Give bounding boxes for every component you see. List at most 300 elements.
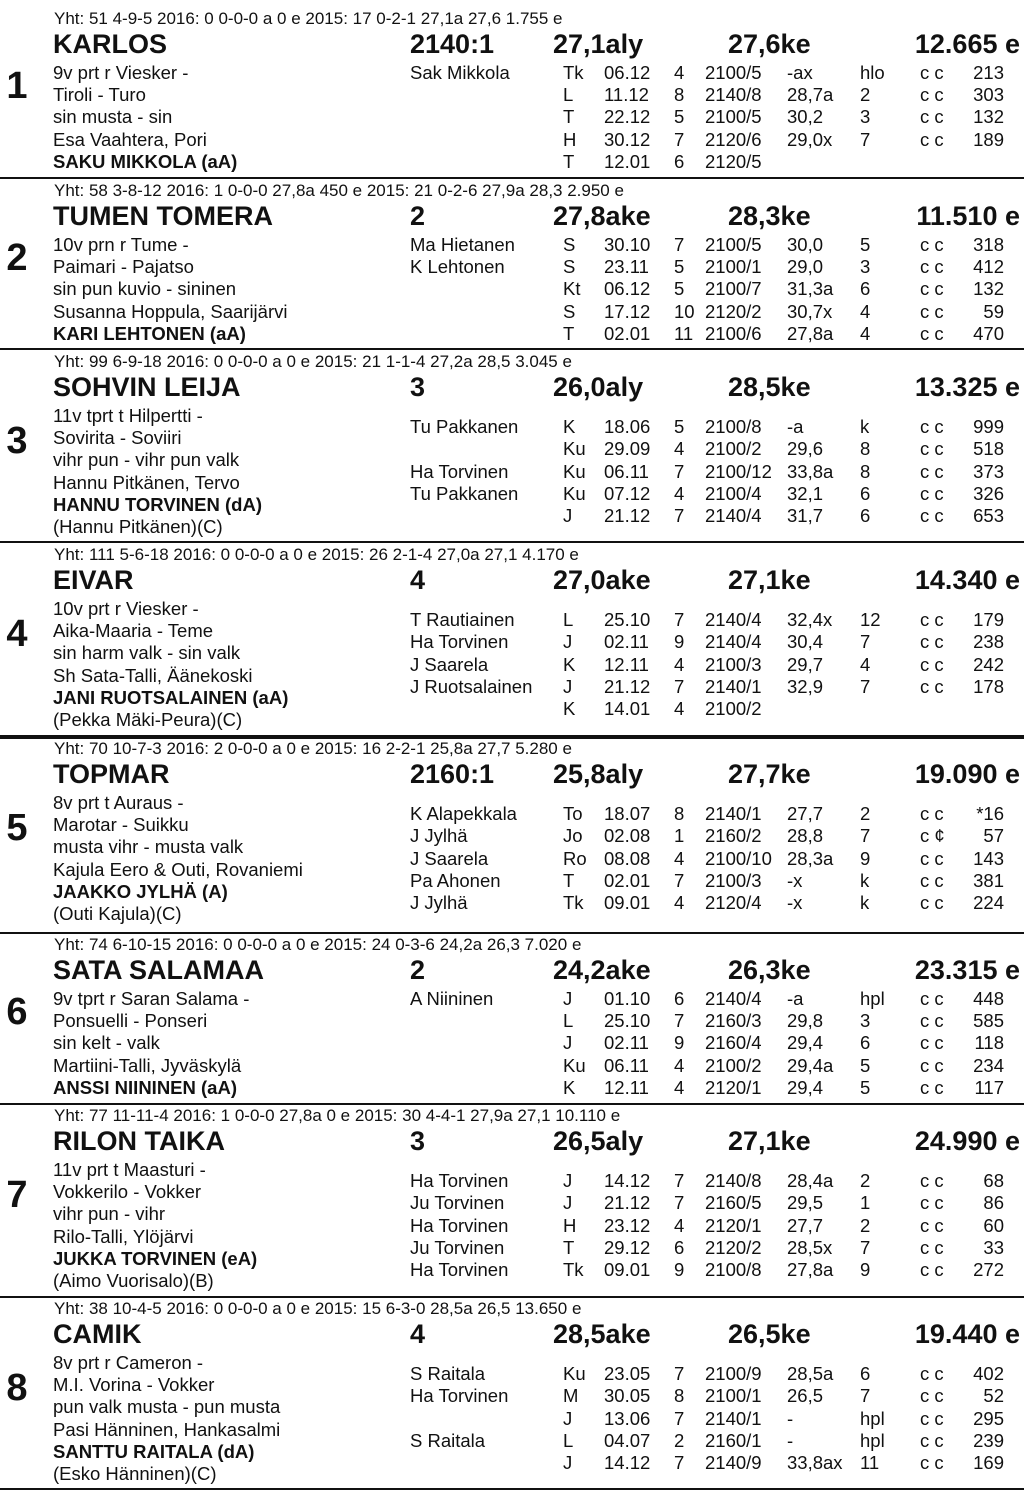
horse-info-line: 8v prt r Cameron - [53,1352,204,1373]
horse-name: CAMIK [53,1319,142,1349]
start-shoes: c c [920,1258,944,1280]
start-distance: 2100/2 [705,697,762,719]
start-time: 33,8a [787,460,834,482]
start-placing: k [860,869,870,891]
start-odds: 117 [974,1076,1004,1098]
start-odds: 242 [973,653,1004,675]
start-track: J [563,675,573,697]
start-driver: Ha Torvinen [410,1214,509,1236]
career-prize-money: 11.510 e [916,201,1020,231]
start-race-number: 9 [674,1032,685,1054]
start-race-number: 5 [674,278,685,300]
start-distance: 2100/6 [705,322,762,344]
start-race-number: 4 [674,653,685,675]
start-row [0,892,1024,914]
start-row [0,870,1024,892]
start-time: 27,7 [787,803,824,825]
start-time: 32,9 [787,675,824,697]
start-distance: 2100/5 [705,62,762,83]
start-shoes: c c [920,62,944,83]
start-track: J [563,988,573,1009]
career-prize-money: 13.325 e [914,372,1020,402]
start-shoes: c c [920,675,944,697]
start-placing: 5 [860,1054,871,1076]
start-distance: 2140/1 [705,675,762,697]
start-driver: J Saarela [410,847,489,869]
start-shoes: c c [920,891,944,913]
start-shoes: c c [920,460,944,482]
start-placing: 5 [860,1076,871,1098]
horse-entry-1 [0,8,1024,180]
start-track: K [563,1076,576,1098]
start-placing: 7 [860,825,871,847]
start-row [0,1192,1024,1214]
start-driver: J Ruotsalainen [410,675,533,697]
start-placing: 7 [860,675,871,697]
start-row [0,1237,1024,1259]
start-driver: T Rautiainen [410,609,515,631]
start-date: 06.12 [604,62,651,83]
horse-summary: Yht: 99 6-9-18 2016: 0 0-0-0 a 0 e 2015: 21 1-1-4 27,2a 28,5 3.045 e [54,352,572,371]
start-odds: *16 [976,803,1004,825]
start-odds: 213 [973,62,1004,83]
horse-info-line: sin pun kuvio - sininen [53,278,237,300]
start-odds: 60 [983,1214,1004,1236]
start-placing: 7 [860,128,871,150]
start-row [0,1215,1024,1237]
start-shoes: c c [920,300,944,322]
start-distance: 2100/8 [705,1258,762,1280]
horse-info-line: Pasi Hänninen, Hankasalmi [53,1418,281,1440]
start-shoes: c c [920,1214,944,1236]
horse-info-line: 9v prt r Viesker - [53,62,189,83]
horse-name: SOHVIN LEIJA [53,372,241,402]
start-row [0,301,1024,323]
start-odds: 132 [973,106,1004,128]
start-odds: 448 [973,988,1004,1009]
start-placing: 8 [860,438,871,460]
horse-info-line: Kajula Eero & Outi, Rovaniemi [53,858,303,880]
start-distance: 2140/4 [705,504,762,526]
start-track: K [563,653,576,675]
start-placing: 7 [860,1236,871,1258]
horse-info-line: SANTTU RAITALA (dA) [53,1440,255,1462]
start-date: 09.01 [604,1258,651,1280]
horse-info-line: Marotar - Suikku [53,814,189,836]
start-track: Tk [563,1258,584,1280]
horse-info-line: M.I. Vorina - Vokker [53,1374,215,1396]
best-time-autostart: 24,2ake [553,955,651,985]
horse-name: SATA SALAMAA [53,955,264,985]
start-date: 29.09 [604,438,651,460]
start-distance: 2100/7 [705,278,762,300]
start-placing: k [860,416,870,438]
start-odds: 402 [973,1363,1004,1385]
start-placing: 4 [860,653,871,675]
start-driver: K Lehtonen [410,256,505,278]
horse-info-line: HANNU TORVINEN (dA) [53,493,262,515]
start-race-number: 10 [674,300,695,322]
best-time-volt: 27,7ke [728,759,811,789]
start-placing: 6 [860,278,871,300]
start-number: 1 [6,65,28,107]
start-placing: 4 [860,322,871,344]
start-odds: 169 [973,1451,1004,1473]
horse-info-line: Martiini-Talli, Jyväskylä [53,1054,242,1076]
start-row [0,609,1024,631]
start-odds: 189 [973,128,1004,150]
start-odds: 373 [973,460,1004,482]
start-date: 02.01 [604,322,651,344]
start-row [0,84,1024,106]
start-driver: Ju Torvinen [410,1236,505,1258]
start-odds: 326 [973,482,1004,504]
start-row [0,654,1024,676]
start-race-number: 4 [674,847,685,869]
start-shoes: c c [920,1170,944,1192]
start-time: 29,4a [787,1054,834,1076]
start-odds: 295 [973,1407,1004,1429]
start-row [0,505,1024,527]
start-track: L [563,609,574,631]
start-date: 13.06 [604,1407,651,1429]
start-track: T [563,1236,575,1258]
career-prize-money: 23.315 e [914,955,1020,985]
start-race-number: 7 [674,675,685,697]
start-odds: 52 [983,1385,1004,1407]
start-time: 27,7 [787,1214,824,1236]
horse-info-line: ANSSI NIININEN (aA) [53,1076,237,1098]
start-row [0,129,1024,151]
start-odds: 59 [983,300,1004,322]
start-race-number: 6 [674,150,685,172]
horse-info-line: JAAKKO JYLHÄ (A) [53,880,228,902]
horse-info-line: Paimari - Pajatso [53,256,194,278]
start-shoes: c c [920,1054,944,1076]
horse-info-line: Vokkerilo - Vokker [53,1181,202,1203]
start-date: 11.12 [604,84,649,106]
start-placing: 2 [860,1170,871,1192]
start-shoes: c c [920,84,944,106]
start-date: 23.12 [604,1214,651,1236]
start-shoes: c c [920,1032,944,1054]
start-driver: Ha Torvinen [410,1385,509,1407]
start-race-number: 9 [674,1258,685,1280]
start-date: 02.11 [604,631,649,653]
start-race-number: 7 [674,1192,685,1214]
start-time: - [787,1407,794,1429]
horse-info-line: pun valk musta - pun musta [53,1396,281,1418]
start-time: - [787,1429,794,1451]
start-time: 30,7x [787,300,833,322]
start-odds: 132 [973,278,1004,300]
horse-summary: Yht: 38 10-4-5 2016: 0 0-0-0 a 0 e 2015: 15 6-3-0 28,5a 26,5 13.650 e [54,1299,582,1318]
start-date: 18.06 [604,416,651,438]
start-placing: hpl [860,1429,885,1451]
start-time: 28,8 [787,825,824,847]
start-race-number: 1 [674,825,685,847]
start-placing: 4 [860,300,871,322]
start-track: To [563,803,583,825]
start-time: -x [787,891,803,913]
start-driver: Ha Torvinen [410,460,509,482]
start-date: 30.05 [604,1385,651,1407]
start-odds: 178 [973,675,1004,697]
start-time: 30,2 [787,106,824,128]
start-track: Ku [563,438,586,460]
start-row [0,1408,1024,1430]
start-distance: 2140/1 [705,1407,762,1429]
start-shoes: c c [920,1192,944,1214]
post-position: 2 [410,201,426,231]
start-row [0,106,1024,128]
start-distance: 2160/3 [705,1010,762,1032]
start-shoes: c c [920,631,944,653]
best-time-volt: 27,6ke [728,29,811,59]
start-shoes: c c [920,847,944,869]
start-race-number: 8 [674,84,685,106]
start-time: 30,4 [787,631,824,653]
start-date: 25.10 [604,609,651,631]
start-driver: J Jylhä [410,891,468,913]
horse-info-line: (Hannu Pitkänen)(C) [53,516,223,537]
horse-summary: Yht: 77 11-11-4 2016: 1 0-0-0 27,8a 0 e 2015: 30 4-4-1 27,9a 27,1 10.110 e [54,1106,621,1125]
start-shoes: c c [920,1451,944,1473]
horse-info-line: 11v prt t Maasturi - [53,1159,206,1180]
start-time: 29,0x [787,128,833,150]
start-odds: 999 [973,416,1004,438]
horse-info-line: Rilo-Talli, Ylöjärvi [53,1225,194,1247]
post-position: 3 [410,1126,426,1156]
start-date: 12.01 [604,150,651,172]
start-time: 28,3a [787,847,834,869]
horse-summary: Yht: 70 10-7-3 2016: 2 0-0-0 a 0 e 2015: 16 2-2-1 25,8a 27,7 5.280 e [54,739,572,758]
start-date: 21.12 [604,504,651,526]
start-odds: 381 [973,869,1004,891]
start-odds: 303 [973,84,1004,106]
start-driver: J Jylhä [410,825,468,847]
start-placing: 7 [860,1385,871,1407]
start-track: S [563,234,576,255]
start-track: H [563,128,577,150]
start-row [0,62,1024,84]
best-time-volt: 26,5ke [728,1319,811,1349]
career-prize-money: 14.340 e [914,565,1020,595]
start-time: 26,5 [787,1385,824,1407]
start-placing: 3 [860,256,871,278]
start-race-number: 7 [674,1451,685,1473]
start-distance: 2100/8 [705,416,762,438]
horse-info-line: KARI LEHTONEN (aA) [53,322,246,344]
horse-summary: Yht: 51 4-9-5 2016: 0 0-0-0 a 0 e 2015: 17 0-2-1 27,1a 27,6 1.755 e [54,9,563,28]
start-race-number: 8 [674,1385,685,1407]
start-time: 33,8ax [787,1451,843,1473]
horse-entry-3 [0,351,1024,544]
start-time: 29,0 [787,256,824,278]
start-row [0,803,1024,825]
entry-divider [0,177,1024,179]
start-time: -ax [787,62,813,83]
horse-info-line: musta vihr - musta valk [53,836,244,858]
start-distance: 2120/1 [705,1214,762,1236]
start-date: 01.10 [604,988,651,1009]
start-row [0,1010,1024,1032]
horse-name: RILON TAIKA [53,1126,225,1156]
best-time-autostart: 26,5aly [553,1126,644,1156]
start-time: 28,7a [787,84,834,106]
start-odds: 234 [973,1054,1004,1076]
start-shoes: c c [920,482,944,504]
start-odds: 57 [983,825,1004,847]
start-time: 29,4 [787,1076,824,1098]
start-shoes: c c [920,256,944,278]
start-shoes: c c [920,1429,944,1451]
start-date: 04.07 [604,1429,651,1451]
start-date: 17.12 [604,300,651,322]
horse-name: EIVAR [53,565,134,595]
start-distance: 2160/1 [705,1429,762,1451]
horse-info-line: Sovirita - Soviiri [53,427,182,449]
horse-entry-4 [0,544,1024,738]
start-date: 25.10 [604,1010,651,1032]
start-driver: S Raitala [410,1363,486,1385]
horse-info-line: 11v tprt t Hilpertti - [53,405,203,426]
start-track: Ku [563,1054,586,1076]
start-odds: 318 [973,234,1004,255]
start-time: 32,1 [787,482,824,504]
start-driver: Ma Hietanen [410,234,515,255]
start-driver: Ha Torvinen [410,631,509,653]
start-driver: K Alapekkala [410,803,517,825]
start-shoes: c c [920,106,944,128]
start-shoes: c c [920,653,944,675]
start-race-number: 4 [674,697,685,719]
start-race-number: 4 [674,891,685,913]
start-row [0,988,1024,1010]
start-date: 07.12 [604,482,651,504]
start-shoes: c c [920,1385,944,1407]
start-time: 29,6 [787,438,824,460]
horse-info-line: JUKKA TORVINEN (eA) [53,1247,258,1269]
start-track: J [563,1192,573,1214]
start-distance: 2120/5 [705,150,762,172]
start-track: J [563,1407,573,1429]
horse-info-line: vihr pun - vihr pun valk [53,449,240,471]
start-track: S [563,300,576,322]
start-race-number: 7 [674,609,685,631]
horse-entry-7 [0,1105,1024,1298]
horse-info-line: JANI RUOTSALAINEN (aA) [53,686,289,708]
start-track: Tk [563,891,584,913]
start-track: H [563,1214,577,1236]
career-prize-money: 12.665 e [914,29,1020,59]
start-placing: 8 [860,460,871,482]
start-time: 27,8a [787,1258,834,1280]
start-shoes: c c [920,234,944,255]
post-position: 3 [410,372,426,402]
horse-info-line: Susanna Hoppula, Saarijärvi [53,300,288,322]
start-race-number: 6 [674,988,685,1009]
start-date: 29.12 [604,1236,651,1258]
start-track: Ku [563,460,586,482]
start-distance: 2160/5 [705,1192,762,1214]
start-race-number: 5 [674,416,685,438]
start-distance: 2100/4 [705,482,762,504]
horse-info-line: sin kelt - valk [53,1032,160,1054]
start-number: 6 [6,991,28,1033]
start-number: 8 [6,1367,28,1409]
career-prize-money: 24.990 e [914,1126,1020,1156]
start-track: T [563,869,575,891]
best-time-volt: 26,3ke [728,955,811,985]
start-race-number: 7 [674,504,685,526]
start-distance: 2100/1 [705,256,762,278]
start-date: 23.11 [604,256,649,278]
start-distance: 2140/1 [705,803,762,825]
start-distance: 2120/4 [705,891,762,913]
start-track: Ro [563,847,587,869]
start-distance: 2140/9 [705,1451,762,1473]
horse-info-line: Tiroli - Turo [53,84,146,106]
start-placing: 7 [860,631,871,653]
start-odds: 412 [973,256,1004,278]
start-distance: 2100/1 [705,1385,762,1407]
post-position: 4 [410,565,426,595]
start-distance: 2100/9 [705,1363,762,1385]
start-race-number: 4 [674,438,685,460]
start-number: 5 [6,807,28,849]
start-distance: 2140/4 [705,609,762,631]
start-date: 21.12 [604,675,651,697]
start-shoes: c c [920,988,944,1009]
start-odds: 179 [973,609,1004,631]
start-row [0,461,1024,483]
start-track: Kt [563,278,581,300]
horse-info-line: Hannu Pitkänen, Tervo [53,471,240,493]
start-race-number: 2 [674,1429,685,1451]
start-row [0,1077,1024,1099]
best-time-volt: 27,1ke [728,565,811,595]
start-date: 23.05 [604,1363,651,1385]
start-date: 14.12 [604,1170,651,1192]
start-placing: 3 [860,106,871,128]
start-driver: Sak Mikkola [410,62,510,83]
start-row [0,848,1024,870]
start-race-number: 7 [674,128,685,150]
start-time: -a [787,416,804,438]
horse-summary: Yht: 58 3-8-12 2016: 1 0-0-0 27,8a 450 e 2015: 21 0-2-6 27,9a 28,3 2.950 e [54,181,624,200]
start-track: J [563,1451,573,1473]
start-placing: 9 [860,1258,871,1280]
best-time-autostart: 27,1aly [553,29,644,59]
start-distance: 2120/2 [705,1236,762,1258]
post-position: 2 [410,955,426,985]
horse-info-line: Sh Sata-Talli, Äänekoski [53,664,253,686]
career-prize-money: 19.090 e [914,759,1020,789]
start-distance: 2140/8 [705,1170,762,1192]
start-odds: 224 [973,891,1004,913]
best-time-volt: 28,5ke [728,372,811,402]
start-date: 08.08 [604,847,651,869]
post-position: 4 [410,1319,426,1349]
start-shoes: c c [920,128,944,150]
start-date: 09.01 [604,891,651,913]
start-driver: Ju Torvinen [410,1192,505,1214]
horse-name: KARLOS [53,29,167,59]
start-distance: 2140/8 [705,84,762,106]
start-placing: 2 [860,84,871,106]
horse-summary: Yht: 111 5-6-18 2016: 0 0-0-0 a 0 e 2015: 26 2-1-4 27,0a 27,1 4.170 e [54,545,579,564]
